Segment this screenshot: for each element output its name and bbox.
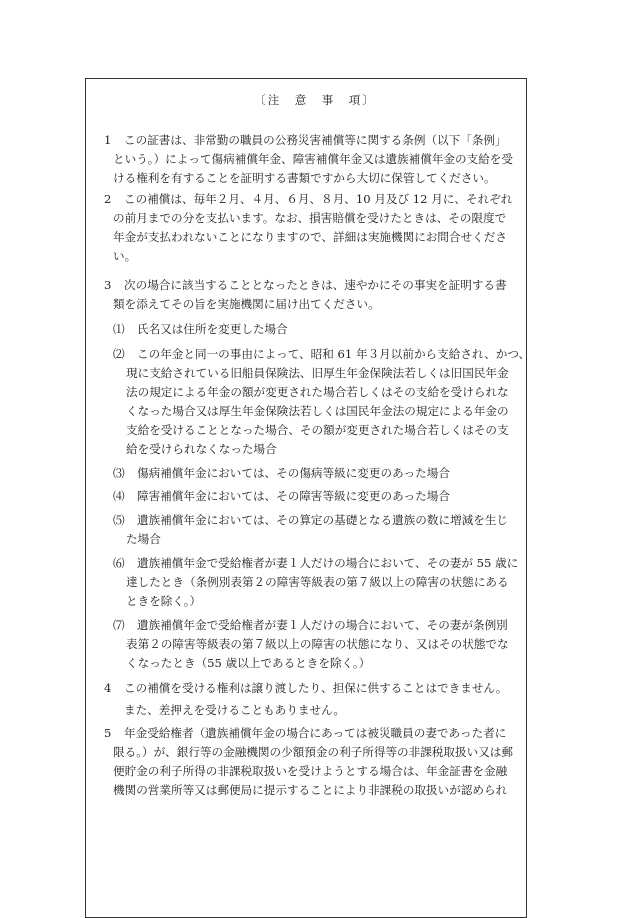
subitem-1-number: ⑴ [113,322,125,336]
item-1-line-1: この証書は、非常勤の職員の公務災害補償等に関する条例（以下「条例」 [124,133,507,147]
item-1-line-3: ける権利を有することを証明する書類ですから大切に保管してください。 [113,171,496,185]
item-1-number: 1 [104,133,112,147]
subitem-7-line-2: 表第２の障害等級表の第７級以上の障害の状態になり、又はその状態でな [126,637,509,651]
notice-title: 〔注 意 事 項〕 [254,93,376,107]
subitem-2-line-5: 支給を受けることとなった場合、その額が変更された場合若しくはその支 [126,423,509,437]
subitem-5-line-2: た場合 [126,532,161,546]
subitem-2-number: ⑵ [113,347,125,361]
subitem-5-line-1: 遺族補償年金においては、その算定の基礎となる遺族の数に増減を生じ [137,513,509,527]
item-2-number: 2 [104,192,112,206]
subitem-1-line-1: 氏名又は住所を変更した場合 [137,322,288,336]
item-4-number: 4 [104,681,112,695]
item-1-line-2: という。）によって傷病補償年金、障害補償年金又は遺族補償年金の支給を受 [113,152,513,166]
subitem-7-line-3: くなったとき（55 歳以上であるときを除く。） [126,656,371,670]
subitem-7-number: ⑺ [113,618,125,632]
item-5-line-4: 機関の営業所等又は郵便局に提示することにより非課税の取扱いが認められ [113,783,508,797]
item-5-line-1: 年金受給権者（遺族補償年金の場合にあっては被災職員の妻であった者に [124,726,507,740]
item-4-line-2: また、差押えを受けることもありません。 [124,703,345,717]
item-5-number: 5 [104,726,112,740]
item-3-number: 3 [104,278,112,292]
subitem-7-line-1: 遺族補償年金で受給権者が妻１人だけの場合において、その妻が条例別 [137,618,508,632]
subitem-4-line-1: 障害補償年金においては、その障害等級に変更のあった場合 [137,489,450,503]
item-2-line-4: い。 [113,249,137,263]
subitem-6-line-2: 達したとき（条例別表第２の障害等級表の第７級以上の障害の状態にある [126,575,509,589]
subitem-3-number: ⑶ [113,466,125,480]
subitem-5-number: ⑸ [113,513,125,527]
subitem-4-number: ⑷ [113,489,125,503]
subitem-2-line-3: 法の規定による年金の額が変更された場合若しくはその支給を受けられな [126,385,509,399]
item-2-line-1: この補償は、毎年２月、４月、６月、８月、10 月及び 12 月に、それぞれ [124,192,513,206]
item-2-line-3: 年金が支払われないことになりますので、詳細は実施機関にお問合せくださ [113,230,507,244]
item-5-line-3: 便貯金の利子所得の非課税取扱いを受けようとする場合は、年金証書を金融 [113,764,508,778]
subitem-2-line-2: 現に支給されている旧船員保険法、旧厚生年金保険法若しくは旧国民年金 [126,366,509,380]
item-4-line-1: この補償を受ける権利は譲り渡したり、担保に供することはできません。 [124,681,508,695]
subitem-2-line-4: くなった場合又は厚生年金保険法若しくは国民年金法の規定による年金の [126,404,509,418]
subitem-6-line-3: ときを除く。） [126,594,202,608]
item-2-line-2: の前月までの分を支払います。なお、損害賠償を受けたときは、その限度で [113,211,507,225]
subitem-3-line-1: 傷病補償年金においては、その傷病等級に変更のあった場合 [137,466,450,480]
item-5-line-2: 限る。）が、銀行等の金融機関の少額預金の利子所得等の非課税取扱い又は郵 [113,745,513,759]
item-3-line-1: 次の場合に該当することとなったときは、速やかにその事実を証明する書 [124,278,507,292]
subitem-2-line-6: 給を受けられなくなった場合 [126,442,277,456]
subitem-2-line-1: この年金と同一の事由によって、昭和 61 年３月以前から支給され、かつ、 [137,347,531,361]
subitem-6-number: ⑹ [113,556,125,570]
item-3-line-2: 類を添えてその旨を実施機関に届け出てください。 [113,297,380,311]
subitem-6-line-1: 遺族補償年金で受給権者が妻１人だけの場合において、その妻が 55 歳に [137,556,519,570]
